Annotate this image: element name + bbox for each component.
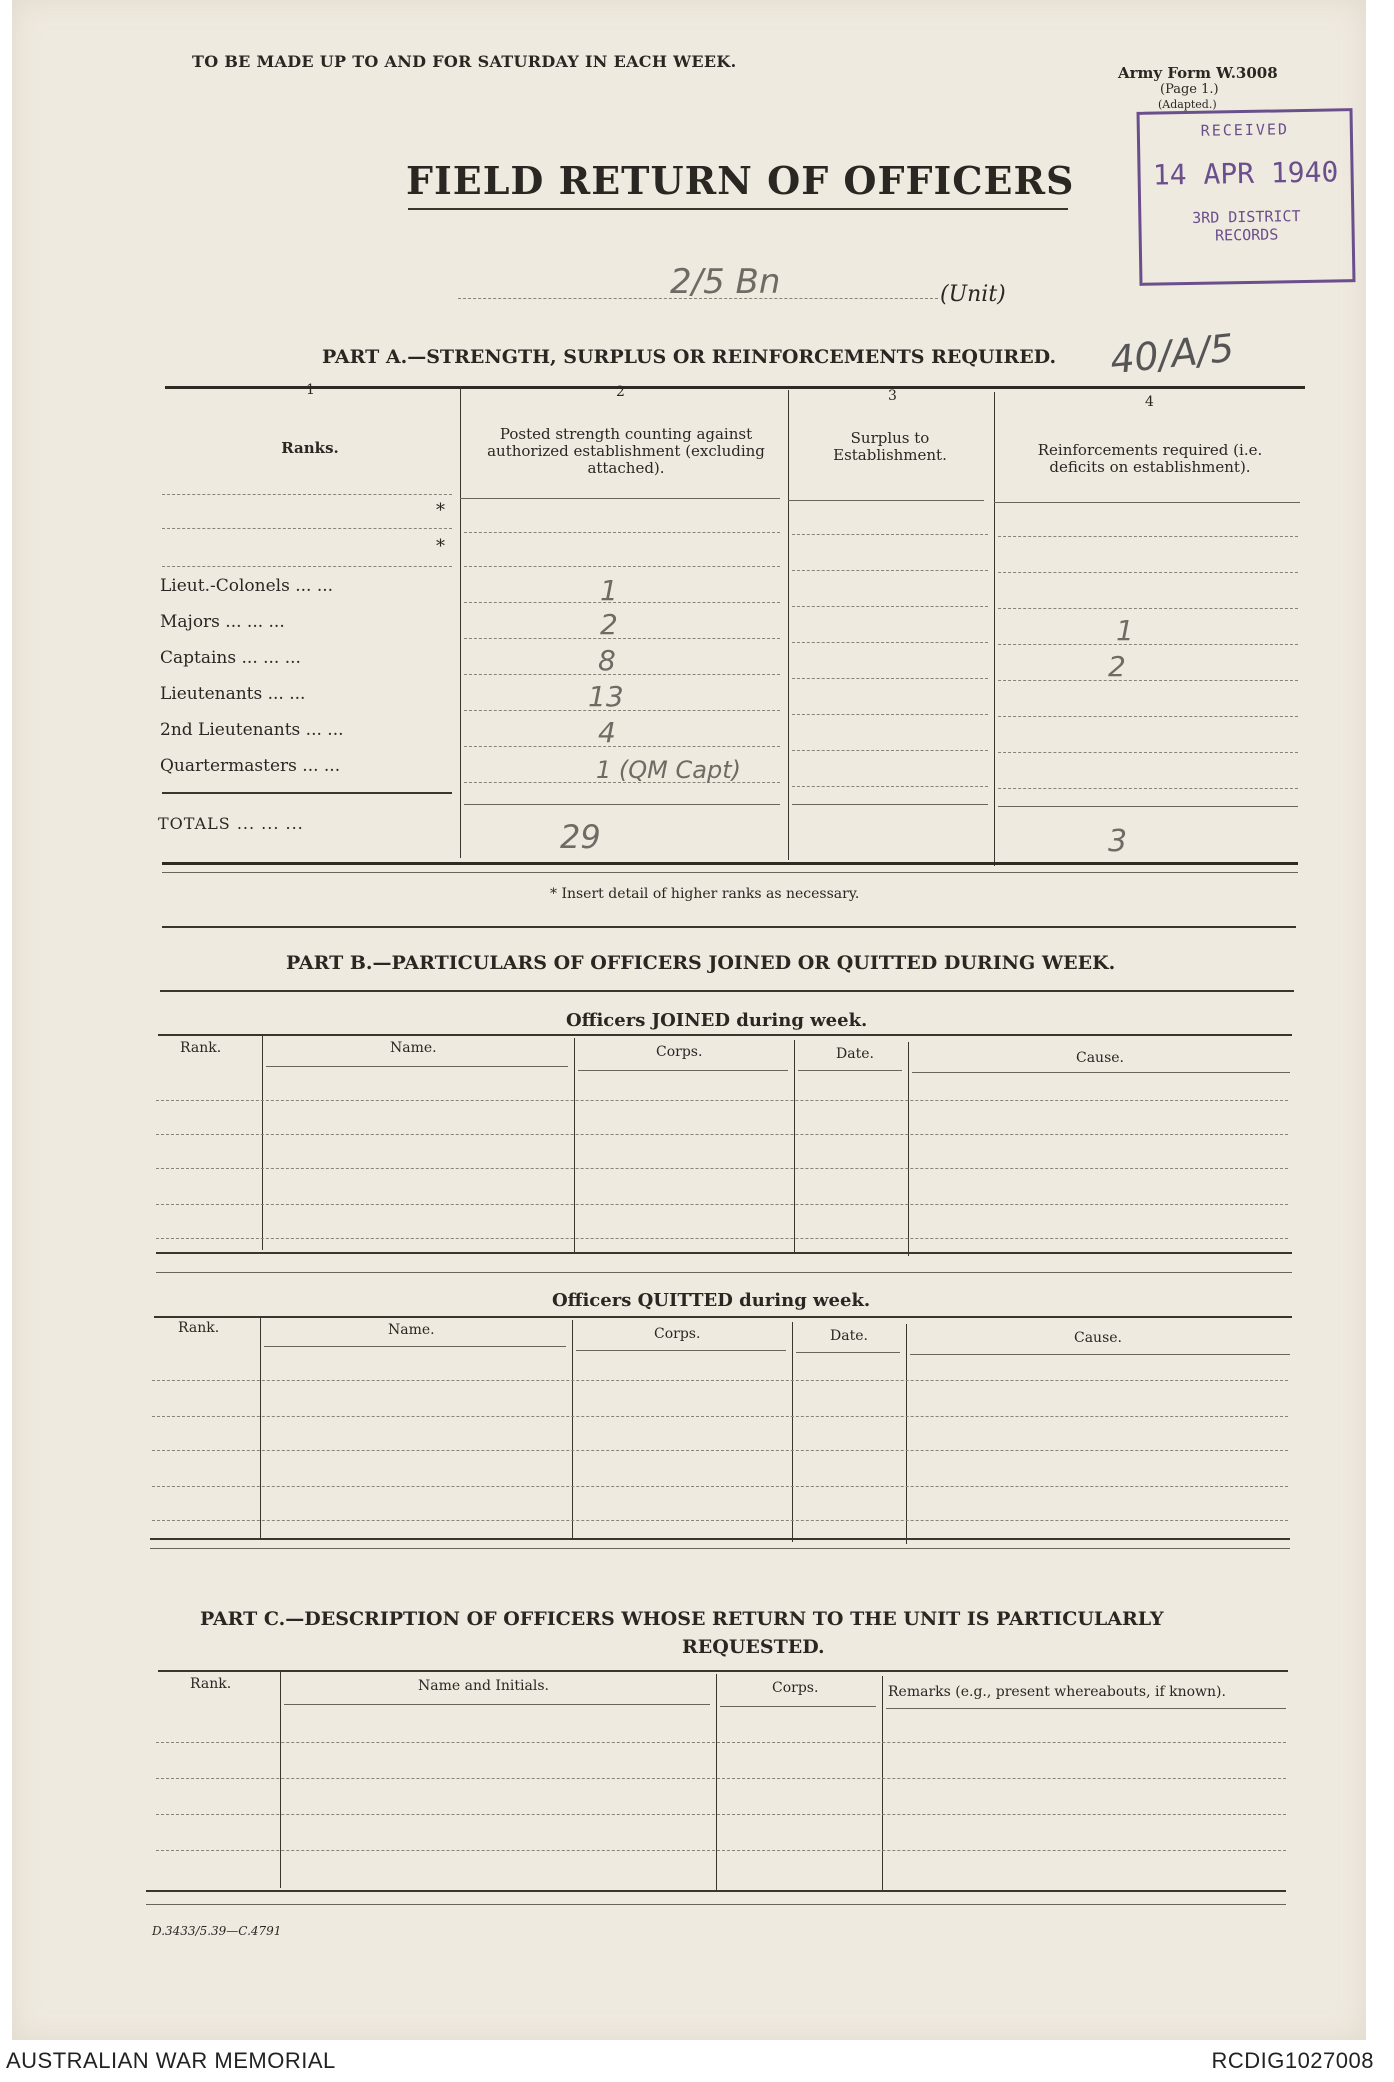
s-grid-4 [792,642,988,643]
s-grid-3 [792,606,988,607]
quitted-row-line-5 [152,1520,1288,1521]
part-c-vline-1 [280,1672,281,1888]
joined-row-line-3 [156,1168,1288,1169]
rank-captains: Captains ... ... ... [160,648,301,668]
joined-col-corps: Corps. [656,1044,703,1060]
joined-vline-4 [908,1042,909,1256]
quitted-col-name: Name. [388,1322,435,1338]
p-grid-4 [464,638,780,639]
r-grid-1 [998,536,1298,537]
r-grid-2 [998,572,1298,573]
joined-row-line-1 [156,1100,1288,1101]
stamp-date: 14 APR 1940 [1152,155,1339,192]
part-c-col-remarks: Remarks (e.g., present whereabouts, if known). [888,1684,1226,1700]
part-c-col-corps: Corps. [772,1680,819,1696]
totals-top-rule-3 [792,804,988,805]
quitted-subrule-corps [576,1350,786,1351]
part-c-row-line-4 [156,1850,1286,1851]
part-c-vline-3 [882,1676,883,1892]
s-grid-6 [792,714,988,715]
star-row-2: * [436,536,445,557]
stamp-records: RECORDS [1214,225,1279,245]
part-a-bottom-rule-thin [162,872,1298,873]
r-grid-5 [998,680,1298,681]
s-grid-1 [792,534,988,535]
part-c-vline-2 [716,1674,717,1890]
part-c-col-rank: Rank. [190,1676,232,1692]
r-grid-4 [998,644,1298,645]
quitted-top-thin-rule [156,1272,1292,1273]
joined-col-rank: Rank. [180,1040,222,1056]
col-number-2: 2 [616,384,625,400]
star-row-2-line-top [162,528,452,529]
joined-vline-1 [262,1036,263,1250]
quitted-vline-3 [792,1322,793,1542]
posted-lieutenants: 13 [588,680,624,713]
quitted-subrule-date [796,1352,900,1353]
quitted-col-corps: Corps. [654,1326,701,1342]
part-a-heading: PART A.—STRENGTH, SURPLUS OR REINFORCEMENTS REQUIRED. [322,346,1057,368]
joined-subrule-name [266,1066,568,1067]
posted-majors: 2 [600,608,618,641]
joined-top-rule [158,1034,1292,1036]
joined-subrule-corps [578,1070,788,1071]
col-header-ranks: Ranks. [281,439,339,457]
adapted-note: (Adapted.) [1158,98,1217,111]
part-c-bottom-rule [146,1890,1286,1892]
unit-label: (Unit) [940,282,1006,307]
s-grid-7 [792,750,988,751]
title-underline [408,208,1068,210]
posted-2nd-lieutenants: 4 [598,716,616,749]
header-bottom-rule-3 [788,500,984,501]
col-number-1: 1 [306,382,315,398]
part-b-heading: PART B.—PARTICULARS OF OFFICERS JOINED OR QUITTED DURING WEEK. [286,952,1116,974]
quitted-bottom-rule [150,1538,1290,1540]
joined-col-date: Date. [836,1046,874,1062]
joined-row-line-2 [156,1134,1288,1135]
col-header-posted: Posted strength counting against authorized establishment (excluding attached). [487,425,765,477]
p-grid-7 [464,746,780,747]
rank-majors: Majors ... ... ... [160,612,285,632]
quitted-row-line-1 [152,1380,1288,1381]
part-b-heading-rule [160,990,1294,992]
quitted-row-line-4 [152,1486,1288,1487]
rank-2nd-lieutenants: 2nd Lieutenants ... ... [160,720,344,740]
rank-lieut-colonels: Lieut.-Colonels ... ... [160,576,334,596]
joined-heading: Officers JOINED during week. [566,1010,868,1031]
p-grid-3 [464,602,780,603]
part-c-top-rule [158,1670,1288,1672]
rank-lieutenants: Lieutenants ... ... [160,684,306,704]
totals-label: TOTALS ... ... ... [158,814,304,833]
totals-top-rule-2 [464,804,780,805]
quitted-col-rank: Rank. [178,1320,220,1336]
quitted-subrule-cause [910,1354,1290,1355]
part-a-vline-3 [994,392,995,866]
archive-name: AUSTRALIAN WAR MEMORIAL [6,2048,336,2073]
p-grid-1 [464,532,780,533]
joined-subrule-date [798,1070,902,1071]
quitted-subrule-name [264,1346,566,1347]
part-c-row-line-1 [156,1742,1286,1743]
reinf-captains: 2 [1108,650,1126,683]
part-a-footnote: * Insert detail of higher ranks as necessary. [550,886,860,902]
header-bottom-rule-4 [994,502,1300,503]
quitted-col-date: Date. [830,1328,868,1344]
r-grid-6 [998,716,1298,717]
stamp-district: 3RD DISTRICT [1192,207,1301,227]
part-c-bottom-thin-rule [146,1904,1286,1905]
star-row-1-line [162,494,452,495]
part-c-subrule-name [284,1704,710,1705]
part-c-subrule-remarks [886,1708,1286,1709]
joined-col-name: Name. [390,1040,437,1056]
posted-quartermasters: 1 (QM Capt) [596,756,741,784]
part-a-bottom-rule [162,862,1298,865]
quitted-bottom-thin-rule [150,1548,1290,1549]
s-grid-2 [792,570,988,571]
part-c-row-line-2 [156,1778,1286,1779]
header-instruction: TO BE MADE UP TO AND FOR SATURDAY IN EACH WEEK. [192,52,737,71]
archive-footer [0,2040,1394,2082]
joined-row-line-4 [156,1204,1288,1205]
joined-vline-3 [794,1040,795,1254]
quitted-row-line-3 [152,1450,1288,1451]
quitted-vline-1 [260,1318,261,1538]
part-a-vline-1 [460,386,461,858]
quitted-top-rule [154,1316,1292,1318]
joined-row-line-5 [156,1238,1288,1239]
part-c-subrule-corps [720,1706,876,1707]
part-a-vline-2 [788,390,789,860]
totals-reinf: 3 [1108,824,1128,859]
form-number: Army Form W.3008 [1118,64,1278,82]
joined-vline-2 [574,1038,575,1252]
part-b-top-rule [162,926,1296,928]
col-header-surplus: Surplus to Establishment. [833,429,947,464]
joined-bottom-rule [156,1252,1292,1254]
quitted-vline-2 [572,1320,573,1540]
stamp-received-text: RECEIVED [1200,120,1290,140]
quitted-vline-4 [906,1324,907,1544]
s-grid-8 [792,786,988,787]
totals-top-rule [162,792,452,794]
part-c-col-name: Name and Initials. [418,1678,549,1694]
header-bottom-rule-2 [460,498,780,499]
totals-top-rule-4 [998,806,1298,807]
p-grid-5 [464,674,780,675]
reinf-majors: 1 [1116,614,1134,647]
rank-quartermasters: Quartermasters ... ... [160,756,341,776]
archive-id: RCDIG1027008 [1211,2048,1374,2073]
posted-captains: 8 [598,644,616,677]
star-row-1: * [436,500,445,521]
r-grid-7 [998,752,1298,753]
col-number-4: 4 [1145,394,1154,410]
r-grid-3 [998,608,1298,609]
page-title: FIELD RETURN OF OFFICERS [406,158,1075,203]
p-grid-2 [464,566,780,567]
received-stamp [1136,108,1355,286]
file-reference: 40/A/5 [1108,325,1237,383]
quitted-col-cause: Cause. [1074,1330,1122,1346]
star-row-2-line [162,566,452,567]
part-c-heading-line1: PART C.—DESCRIPTION OF OFFICERS WHOSE RETURN TO THE UNIT IS PARTICULARLY [200,1608,1164,1630]
s-grid-5 [792,678,988,679]
col-header-reinforcements: Reinforcements required (i.e. deficits on establishment). [1037,441,1263,476]
posted-lieut-colonels: 1 [600,574,618,607]
part-a-top-rule [165,386,1305,389]
unit-value: 2/5 Bn [670,262,781,302]
totals-posted: 29 [560,818,601,856]
col-number-3: 3 [888,388,897,404]
page-note: (Page 1.) [1160,82,1219,97]
joined-col-cause: Cause. [1076,1050,1124,1066]
part-c-heading-line2: REQUESTED. [682,1636,825,1658]
r-grid-8 [998,788,1298,789]
part-c-row-line-3 [156,1814,1286,1815]
print-code: D.3433/5.39—C.4791 [152,1924,282,1938]
quitted-row-line-2 [152,1416,1288,1417]
joined-subrule-cause [912,1072,1290,1073]
quitted-heading: Officers QUITTED during week. [552,1290,871,1311]
